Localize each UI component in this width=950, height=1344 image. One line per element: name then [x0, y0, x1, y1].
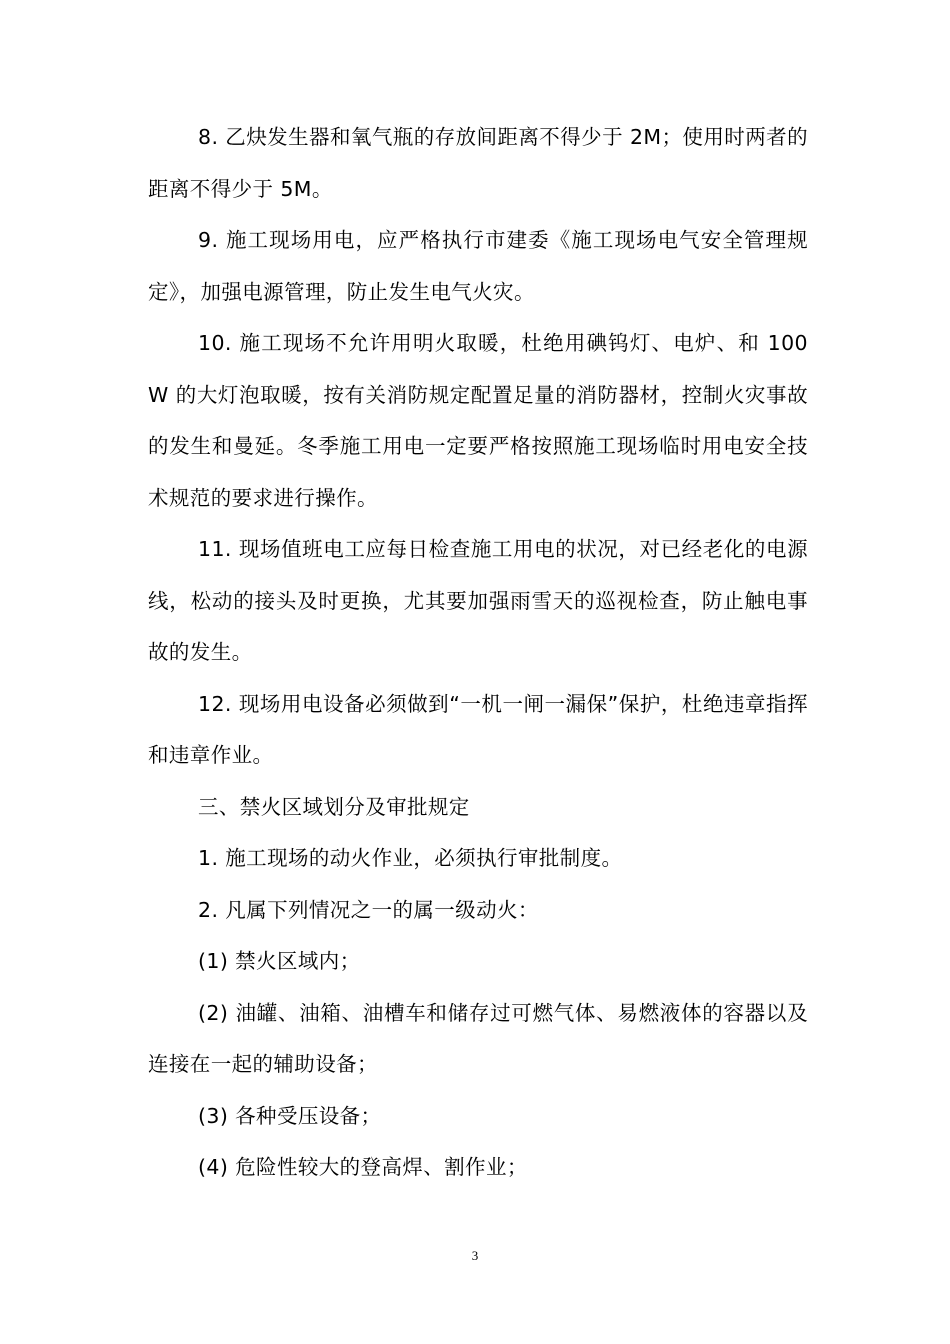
paragraph-s3-1: 1. 施工现场的动火作业，必须执行审批制度。 — [198, 846, 623, 870]
paragraph-s3-2: 2. 凡属下列情况之一的属一级动火： — [198, 897, 539, 922]
paragraph-11: 11. 现场值班电工应每日检查施工用电的状况，对已经老化的电源线，松动的接头及时更换，尤其要加强雨雪天的巡视检查，防止触电事故的发生。 — [148, 537, 808, 664]
list-item-2: (2) 油罐、油箱、油槽车和储存过可燃气体、易燃液体的容器以及连接在一起的辅助设备； — [148, 1000, 808, 1076]
list-item-4: (4) 危险性较大的登高焊、割作业； — [198, 1155, 528, 1179]
paragraph-9: 9. 施工现场用电，应严格执行市建委《施工现场电气安全管理规定》，加强电源管理，防止发生电气火灾。 — [148, 228, 808, 304]
list-item-3: (3) 各种受压设备； — [198, 1103, 382, 1128]
page-number: 3 — [471, 1248, 479, 1263]
list-item-1: (1) 禁火区域内； — [198, 949, 361, 973]
document-body — [148, 112, 808, 1194]
paragraph-12: 12. 现场用电设备必须做到“一机一闸一漏保”保护，杜绝违章指挥和违章作业。 — [148, 691, 808, 767]
paragraph-10: 10. 施工现场不允许用明火取暖，杜绝用碘钨灯、电炉、和 100W 的大灯泡取暖，按有关消防规定配置足量的消防器材，控制火灾事故的发生和曼延。冬季施工用电一定要严格按照施工现场临时用电安全技术规范的要求进行操作。 — [148, 331, 808, 510]
section-heading-3: 三、禁火区域划分及审批规定 — [198, 794, 470, 819]
paragraph-8: 8. 乙炔发生器和氧气瓶的存放间距离不得少于 2M；使用时两者的距离不得少于 5M。 — [148, 125, 808, 201]
